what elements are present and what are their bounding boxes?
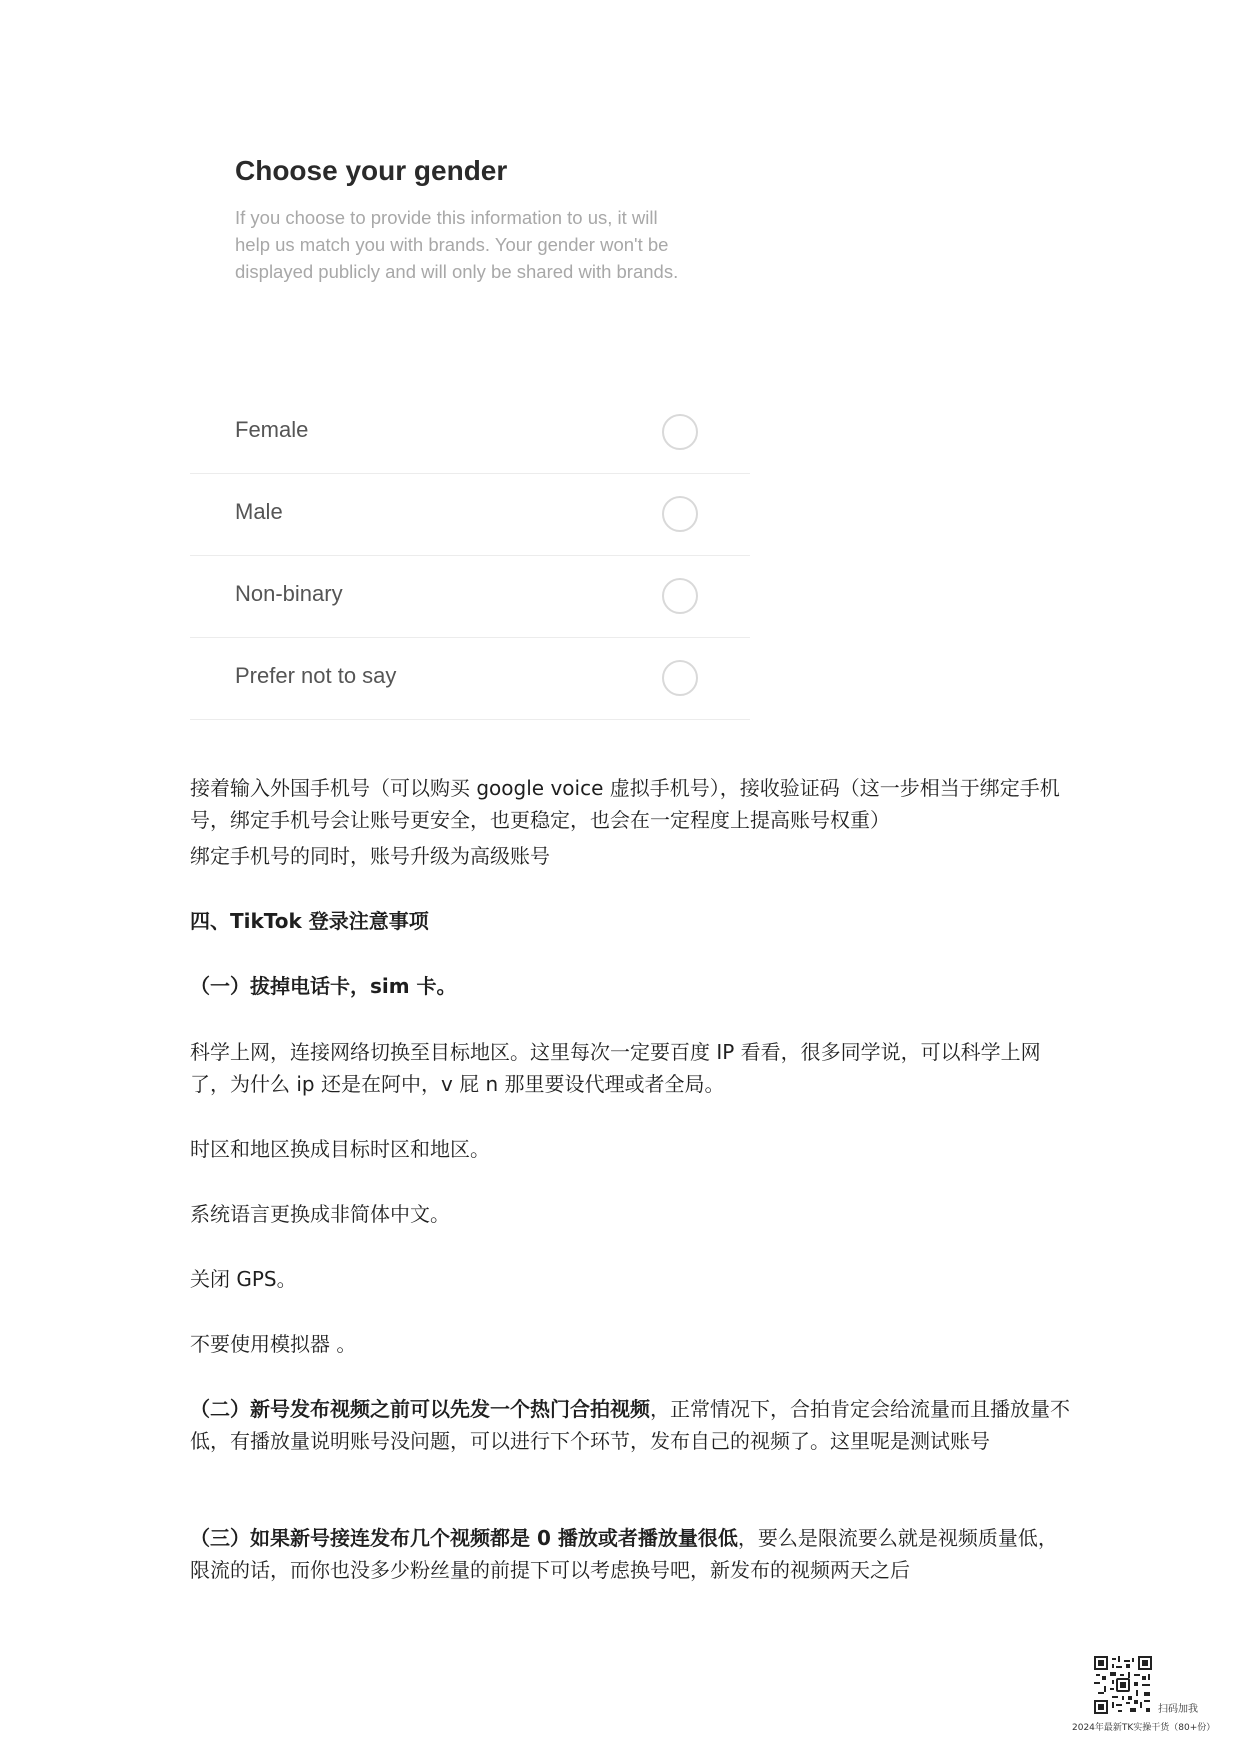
gender-title: Choose your gender xyxy=(235,155,508,186)
gender-description: If you choose to provide this information to us, it will help us match you with brands. Your gender won't be displayed publicly and will only be shared with brands. xyxy=(235,207,679,282)
zero-views-bold: （三）如果新号接连发布几个视频都是 0 播放或者播放量很低 xyxy=(190,1526,738,1550)
gender-option-male[interactable] xyxy=(190,474,750,556)
option-label: Non-binary xyxy=(235,581,343,606)
radio-circle-icon[interactable] xyxy=(662,496,698,532)
paragraph-timezone: 时区和地区换成目标时区和地区。 xyxy=(190,1137,490,1161)
paragraph-upgrade: 绑定手机号的同时，账号升级为高级账号 xyxy=(190,844,550,868)
gender-screenshot xyxy=(190,140,750,690)
gender-option-prefer-not[interactable] xyxy=(190,638,750,720)
paragraph-phone-binding: 接着输入外国手机号（可以购买 google voice 虚拟手机号），接收验证码（这一步相当于绑定手机号，绑定手机号会让账号更安全，也更稳定，也会在一定程度上提高账号权重） xyxy=(190,776,1060,832)
qr-side-label: 扫码加我 xyxy=(1158,1704,1198,1715)
paragraph-emulator: 不要使用模拟器 。 xyxy=(190,1332,357,1356)
paragraph-zero-views xyxy=(190,1522,1070,1586)
paragraph-language: 系统语言更换成非简体中文。 xyxy=(190,1202,450,1226)
option-label: Prefer not to say xyxy=(235,663,397,688)
duet-video-text: ，正常情况下，合拍肯定会给流量而且播放量不低，有播放量说明账号没问题，可以进行下个环节，发布自己的视频了。这里呢是测试账号 xyxy=(190,1397,1070,1453)
subheading-remove-sim: （一）拔掉电话卡，sim 卡。 xyxy=(190,974,457,998)
gender-option-female[interactable] xyxy=(190,392,750,474)
paragraph-network: 科学上网，连接网络切换至目标地区。这里每次一定要百度 IP 看看，很多同学说，可以科学上网了，为什么 ip 还是在阿中，v 屁 n 那里要设代理或者全局。 xyxy=(190,1040,1041,1096)
radio-circle-icon[interactable] xyxy=(662,660,698,696)
paragraph-duet-video xyxy=(190,1393,1070,1457)
option-label: Female xyxy=(235,417,309,442)
radio-circle-icon[interactable] xyxy=(662,414,698,450)
paragraph-gps: 关闭 GPS。 xyxy=(190,1267,297,1291)
radio-circle-icon[interactable] xyxy=(662,578,698,614)
section-heading-4: 四、TikTok 登录注意事项 xyxy=(190,909,429,933)
gender-option-non-binary[interactable] xyxy=(190,556,750,638)
zero-views-text: ，要么是限流要么就是视频质量低，限流的话，而你也没多少粉丝量的前提下可以考虑换号吧，新发布的视频两天之后 xyxy=(190,1526,1058,1582)
option-label: Male xyxy=(235,499,283,524)
qr-code-icon xyxy=(1094,1656,1152,1714)
duet-video-bold: （二）新号发布视频之前可以先发一个热门合拍视频 xyxy=(190,1397,650,1421)
qr-caption: 2024年最新TK实操干货（80+份） xyxy=(1072,1723,1216,1733)
